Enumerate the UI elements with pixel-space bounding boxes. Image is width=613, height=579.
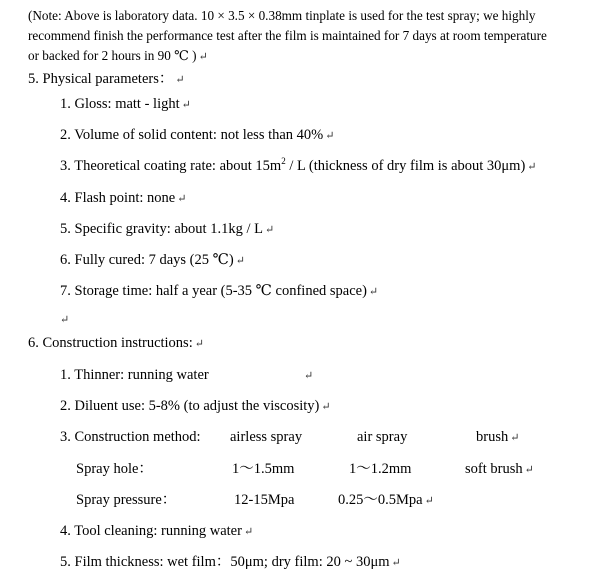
note-line-1: (Note: Above is laboratory data. 10 × 3.5 × 0.38mm tinplate is used for the test spray; we highly (28, 8, 536, 23)
paragraph-mark-icon: ↵ (321, 401, 331, 413)
paragraph-mark-icon: ↵ (524, 464, 534, 476)
paragraph-mark-icon: ↵ (194, 338, 204, 350)
paragraph-mark-icon: ↵ (60, 314, 70, 326)
paragraph-mark-icon: ↵ (177, 193, 187, 205)
spray-pressure-air: 0.25～0.5Mpa ↵ (338, 492, 434, 508)
note-line-2: recommend finish the performance test after the film is maintained for 7 days at room temperature (28, 28, 547, 43)
instruction-tool-cleaning: 4. Tool cleaning: running water ↵ (60, 523, 254, 539)
paragraph-mark-icon: ↵ (198, 51, 208, 63)
spray-hole-brush: soft brush ↵ (465, 461, 534, 477)
param-coating-rate: 3. Theoretical coating rate: about $15m^2$ / L (thickness of dry film is about 30μm) ↵ (60, 156, 537, 174)
param-specific-gravity: 5. Specific gravity: about 1.1kg / L ↵ (60, 221, 275, 237)
method-brush: brush ↵ (476, 429, 520, 445)
method-label: 3. Construction method: (60, 429, 201, 445)
instruction-diluent: 2. Diluent use: 5-8% (to adjust the viscosity) ↵ (60, 398, 331, 414)
paragraph-mark-icon: ↵ (391, 557, 401, 569)
paragraph-mark-icon: ↵ (264, 224, 275, 236)
paragraph-mark-icon: ↵ (424, 495, 434, 507)
param-storage-time: 7. Storage time: half a year (5-35 ℃ confined space) ↵ (60, 283, 379, 299)
param-gloss: 1. Gloss: matt - light ↵ (60, 96, 191, 112)
paragraph-mark-icon: ↵ (175, 74, 185, 86)
spray-pressure-label: Spray pressure： (76, 492, 177, 508)
paragraph-mark-icon: ↵ (325, 130, 335, 142)
spray-hole-airless: 1～1.5mm (232, 461, 295, 477)
method-air-spray: air spray (357, 429, 408, 445)
empty-paragraph (58, 310, 69, 329)
param-solid-content: 2. Volume of solid content: not less than 40% ↵ (60, 127, 335, 143)
param-fully-cured: 6. Fully cured: 7 days (25 ℃) ↵ (60, 252, 245, 268)
method-airless-spray: airless spray (230, 429, 303, 445)
section-6-heading: 6. Construction instructions: ↵ (28, 335, 204, 351)
paragraph-mark-icon: ↵ (243, 526, 254, 538)
spray-hole-air: 1～1.2mm (349, 461, 412, 477)
paragraph-mark-icon: ↵ (181, 99, 191, 111)
spray-pressure-airless: 12-15Mpa (234, 492, 295, 508)
paragraph-mark-icon: ↵ (510, 432, 520, 444)
instruction-film-thickness: 5. Film thickness: wet film：50μm; dry film: 20 ~ 30μm ↵ (60, 554, 401, 570)
paragraph-mark-icon: ↵ (304, 370, 314, 382)
param-flash-point: 4. Flash point: none ↵ (60, 190, 187, 206)
instruction-thinner: 1. Thinner: running water (60, 367, 209, 383)
note-line-3: or backed for 2 hours in 90 ℃ ) ↵ (28, 48, 208, 63)
section-5-heading: 5. Physical parameters： ↵ (28, 71, 185, 87)
paragraph-mark-icon: ↵ (368, 286, 379, 298)
paragraph-mark-icon: ↵ (235, 255, 245, 267)
paragraph-mark-icon: ↵ (527, 161, 537, 173)
spray-hole-label: Spray hole： (76, 461, 153, 477)
